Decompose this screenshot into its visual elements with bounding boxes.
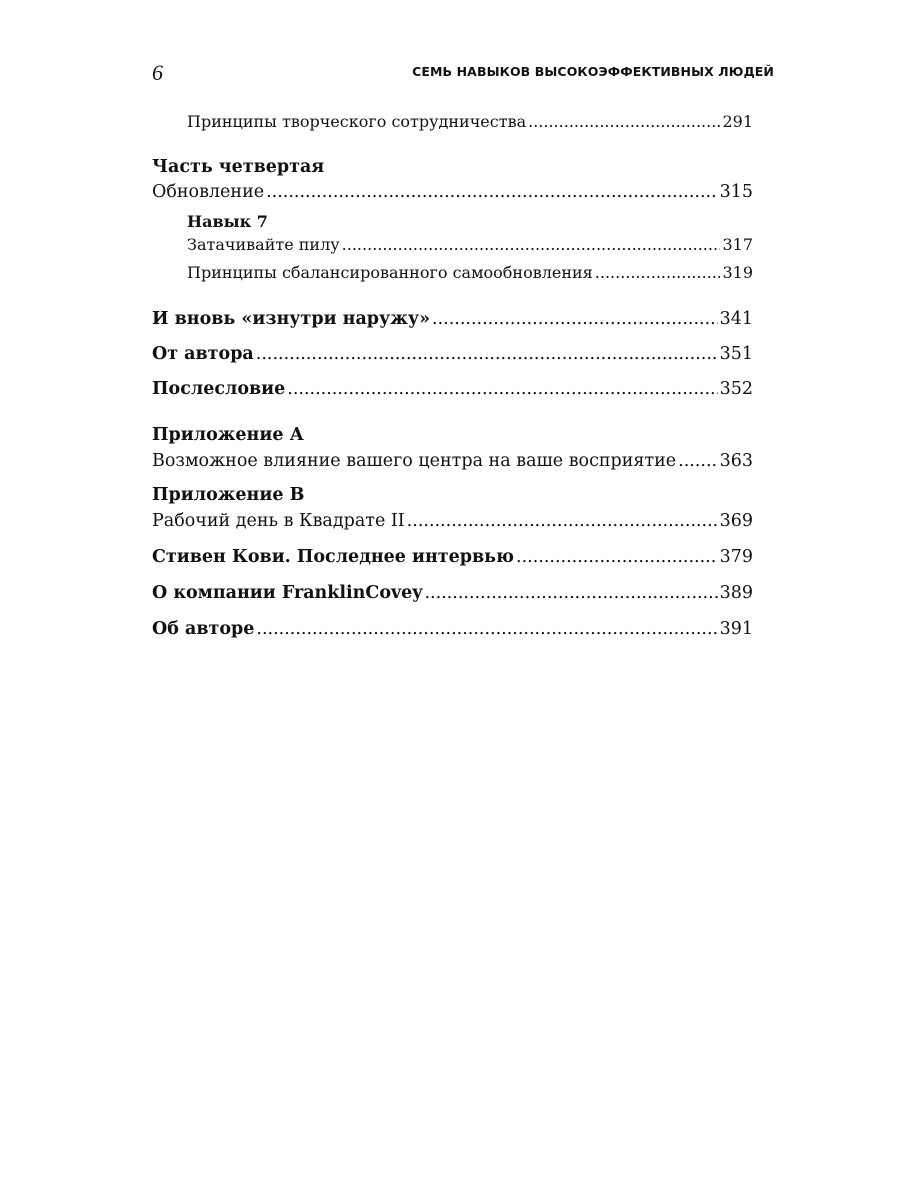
toc-entry[interactable] (187, 263, 753, 289)
dot-leader (516, 547, 718, 567)
dot-leader (256, 619, 717, 639)
toc-entry-title: Стивен Кови. Последнее интервью (152, 547, 515, 567)
toc-entry[interactable] (152, 344, 753, 370)
toc-entry[interactable] (152, 379, 753, 405)
dot-leader (595, 263, 721, 282)
toc-entry-title: Принципы сбалансированного самообновления (187, 263, 593, 282)
toc-entry-page: 317 (722, 235, 753, 254)
toc-entry-title: О компании FranklinCovey (152, 583, 423, 603)
toc-entry-title: Рабочий день в Квадрате II (152, 511, 405, 531)
toc-entry[interactable] (152, 309, 753, 335)
dot-leader (407, 511, 718, 531)
toc-entry[interactable] (152, 583, 753, 609)
dot-leader (266, 182, 718, 202)
toc-entry-page: 291 (722, 112, 753, 131)
part-heading: Часть четвертая (152, 157, 325, 177)
dot-leader (678, 451, 717, 471)
page-number: 6 (152, 60, 163, 85)
running-title: СЕМЬ НАВЫКОВ ВЫСОКОЭФФЕКТИВНЫХ ЛЮДЕЙ (412, 64, 774, 79)
dot-leader (432, 309, 718, 329)
toc-entry-page: 391 (719, 619, 753, 639)
toc-entry-title: Об авторе (152, 619, 255, 639)
appendix-heading: Приложение В (152, 485, 305, 505)
dot-leader (342, 235, 721, 254)
toc-entry-title: Послесловие (152, 379, 286, 399)
toc-entry[interactable] (187, 112, 753, 138)
toc-entry-page: 363 (719, 451, 753, 471)
toc-entry-title: От автора (152, 344, 254, 364)
toc-entry[interactable] (187, 235, 753, 261)
toc-entry-page: 379 (719, 547, 753, 567)
toc-entry-page: 315 (719, 182, 753, 202)
toc-entry-title: Возможное влияние вашего центра на ваше восприятие (152, 451, 677, 471)
dot-leader (287, 379, 717, 399)
toc-entry-page: 319 (722, 263, 753, 282)
dot-leader (256, 344, 718, 364)
habit-heading: Навык 7 (187, 212, 268, 231)
toc-entry[interactable] (152, 547, 753, 573)
dot-leader (528, 112, 720, 131)
dot-leader (424, 583, 717, 603)
toc-entry-page: 351 (719, 344, 753, 364)
toc-entry-page: 369 (719, 511, 753, 531)
toc-entry[interactable] (152, 619, 753, 645)
toc-entry[interactable] (152, 511, 753, 537)
toc-entry-title: Принципы творческого сотрудничества (187, 112, 527, 131)
appendix-heading: Приложение А (152, 425, 304, 445)
toc-entry-title: Затачивайте пилу (187, 235, 340, 254)
toc-entry-title: И вновь «изнутри наружу» (152, 309, 431, 329)
toc-entry-page: 352 (719, 379, 753, 399)
toc-entry[interactable] (152, 182, 753, 208)
toc-entry-page: 341 (719, 309, 753, 329)
toc-entry-title: Обновление (152, 182, 265, 202)
toc-entry[interactable] (152, 451, 753, 477)
toc-entry-page: 389 (719, 583, 753, 603)
